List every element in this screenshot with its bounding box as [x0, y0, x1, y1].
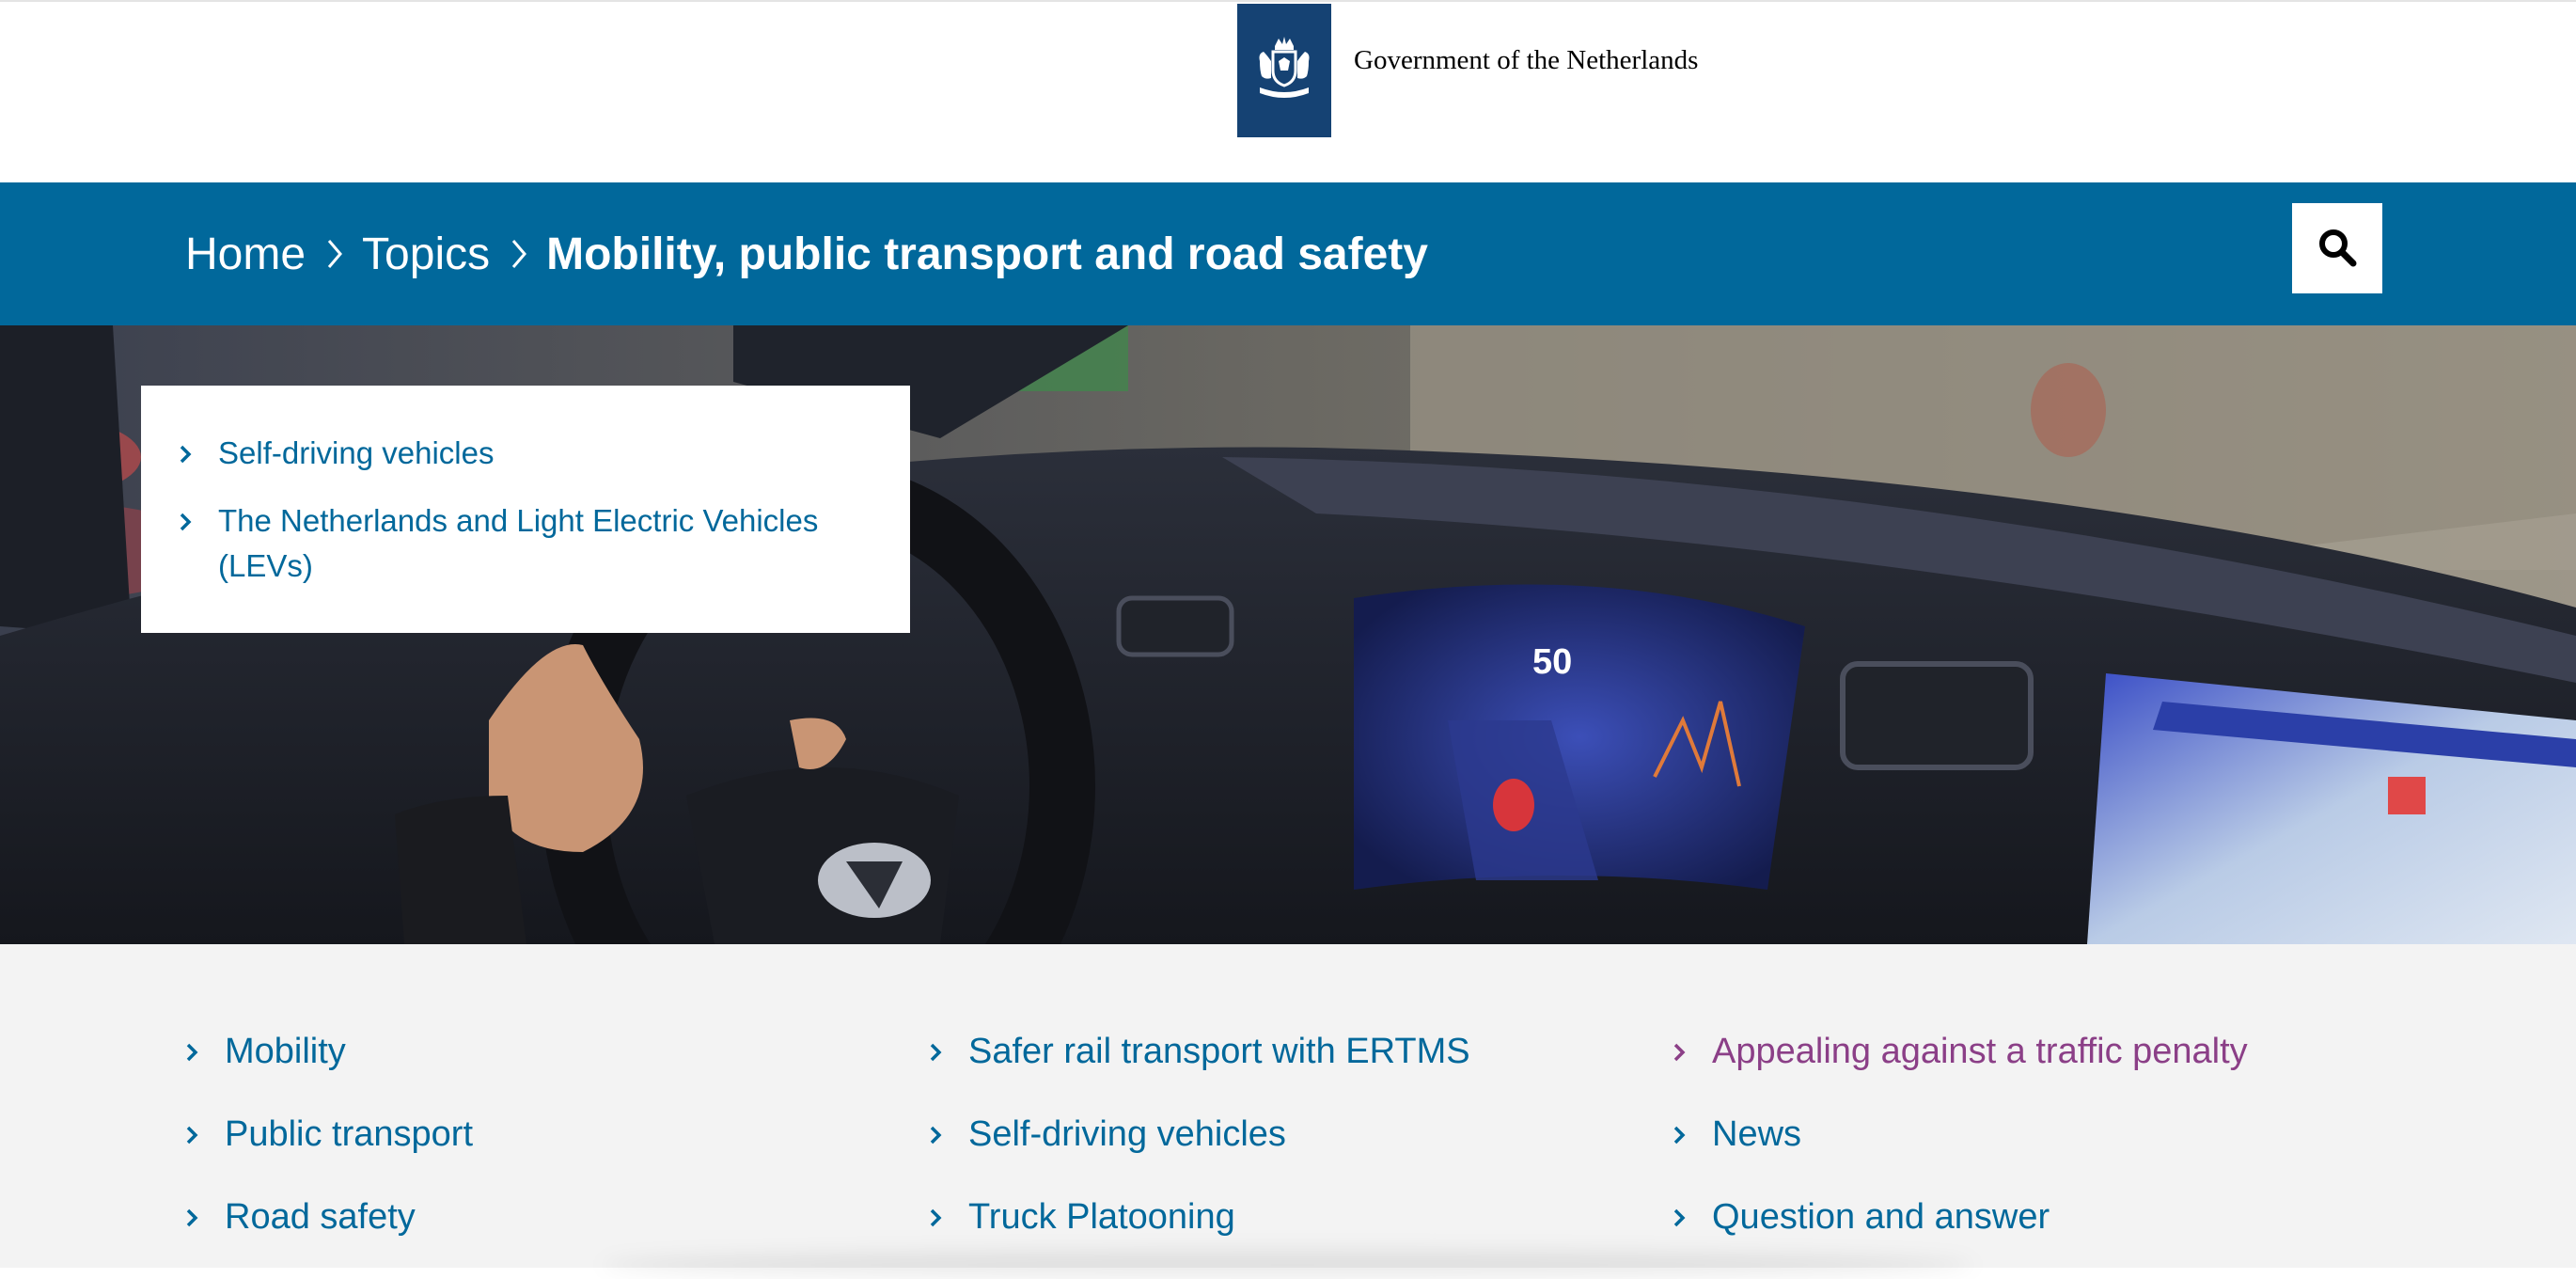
chevron-right-icon [179, 431, 218, 465]
link-news[interactable] [1673, 1106, 2248, 1162]
chevron-right-icon [326, 238, 343, 270]
chevron-right-icon [179, 498, 218, 532]
link-label: News [1712, 1113, 1802, 1154]
scroll-shadow [602, 1251, 1974, 1279]
chevron-right-icon [185, 1197, 225, 1238]
links-column-3 [1673, 1023, 2248, 1271]
hero-link-self-driving[interactable] [179, 431, 872, 476]
link-traffic-penalty[interactable] [1673, 1023, 2248, 1080]
breadcrumb-current: Mobility, public transport and road safety [546, 229, 1428, 279]
link-label: Truck Platooning [968, 1196, 1235, 1237]
site-title: Government of the Netherlands [1354, 45, 1699, 75]
coat-of-arms-icon [1237, 4, 1331, 137]
hero-image [0, 325, 2576, 944]
link-label: Mobility [225, 1031, 346, 1071]
hero-link-label: The Netherlands and Light Electric Vehicles (LEVs) [218, 503, 819, 583]
logo-link[interactable] [1237, 4, 1698, 137]
breadcrumb [185, 182, 1428, 325]
chevron-right-icon [929, 1032, 968, 1072]
link-ertms[interactable] [929, 1023, 1470, 1080]
link-label: Public transport [225, 1113, 474, 1154]
chevron-right-icon [185, 1114, 225, 1155]
link-label: Self-driving vehicles [968, 1113, 1286, 1154]
link-mobility[interactable] [185, 1023, 473, 1080]
chevron-right-icon [1673, 1032, 1712, 1072]
link-label: Question and answer [1712, 1196, 2050, 1237]
links-column-2 [929, 1023, 1470, 1271]
breadcrumb-bar [0, 182, 2576, 325]
breadcrumb-home[interactable]: Home [185, 229, 306, 279]
dashboard-speed: 50 [1532, 642, 1573, 682]
chevron-right-icon [185, 1032, 225, 1072]
chevron-right-icon [1673, 1114, 1712, 1155]
link-public-transport[interactable] [185, 1106, 473, 1162]
search-icon [2317, 227, 2358, 271]
topic-links [0, 944, 2576, 1268]
chevron-right-icon [929, 1114, 968, 1155]
links-column-1 [185, 1023, 473, 1271]
link-label: Safer rail transport with ERTMS [968, 1031, 1470, 1071]
link-truck-platooning[interactable] [929, 1189, 1470, 1245]
chevron-right-icon [510, 238, 527, 270]
link-self-driving[interactable] [929, 1106, 1470, 1162]
chevron-right-icon [1673, 1197, 1712, 1238]
search-button[interactable] [2292, 203, 2382, 293]
breadcrumb-topics[interactable]: Topics [362, 229, 491, 279]
hero-link-levs[interactable] [179, 498, 872, 589]
site-header [0, 0, 2576, 182]
hero-link-label: Self-driving vehicles [218, 435, 495, 470]
hero-link-panel [141, 386, 910, 633]
link-question-answer[interactable] [1673, 1189, 2248, 1245]
chevron-right-icon [929, 1197, 968, 1238]
link-label: Appealing against a traffic penalty [1712, 1031, 2248, 1071]
link-label: Road safety [225, 1196, 416, 1237]
link-road-safety[interactable] [185, 1189, 473, 1245]
